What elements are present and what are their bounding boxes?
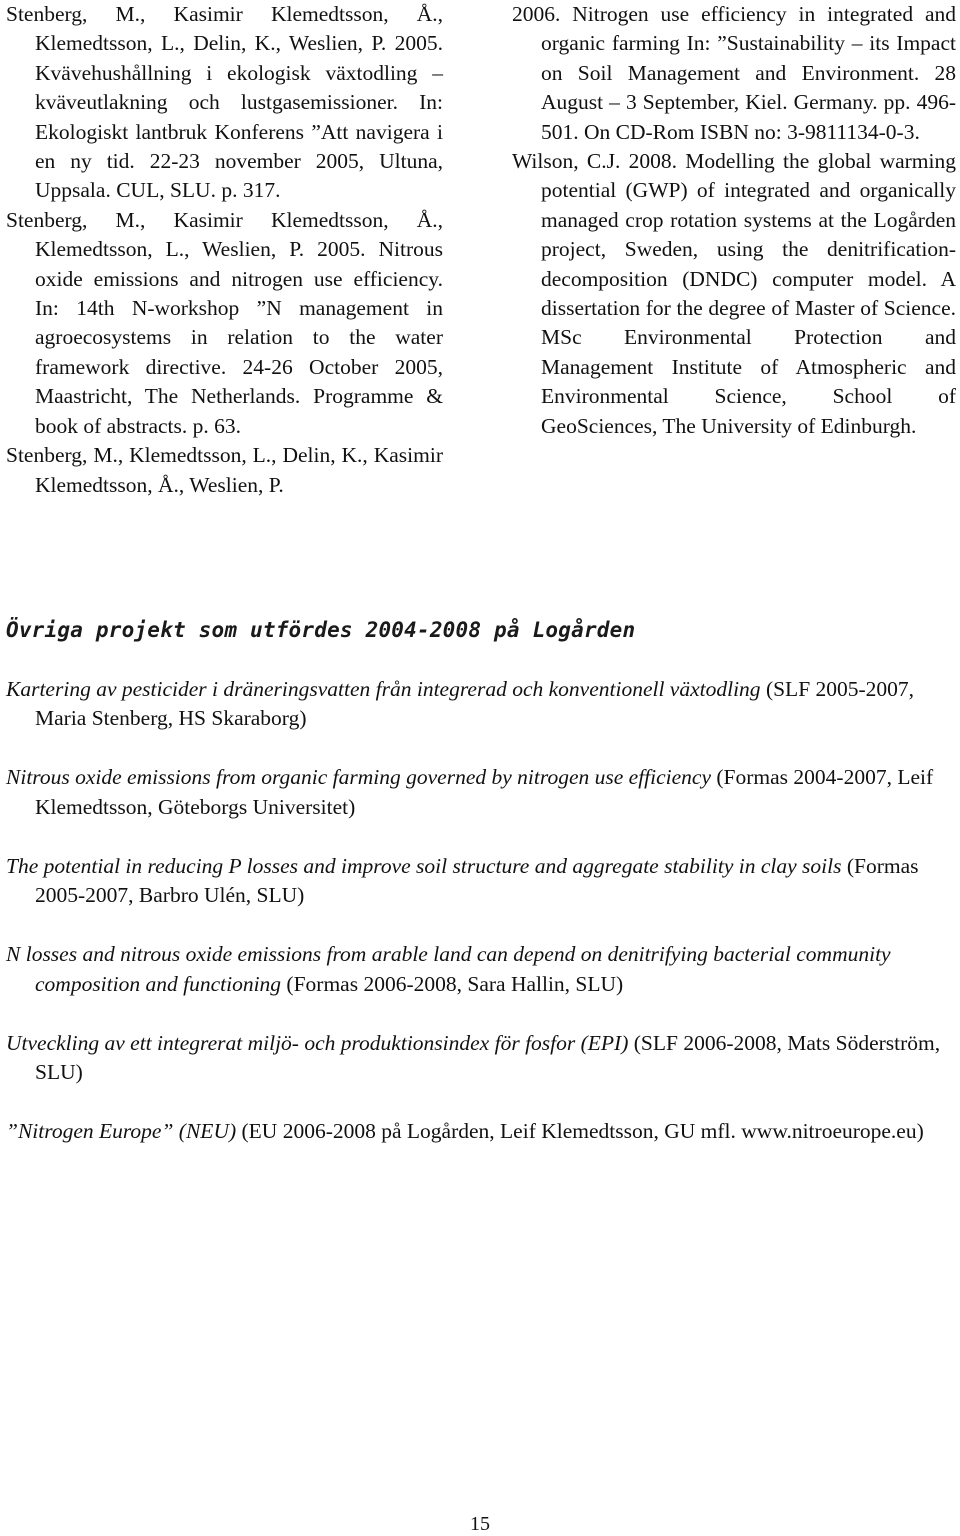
project-item — [6, 675, 954, 734]
project-details: (Formas 2006-2008, Sara Hallin, SLU) — [281, 971, 624, 996]
project-item — [6, 940, 954, 999]
reference-entry: Stenberg, M., Kasimir Klemedtsson, Å., Klemedtsson, L., Weslien, P. 2005. Nitrous oxide emissions and nitrogen use efficiency. In: 14th N-workshop ”N management in agroecosystems in relation to the water framework directive. 24-26 October 2005, Maastricht, The Netherlands. Programme & book of abstracts. p. 63. — [6, 207, 443, 438]
project-item — [6, 852, 954, 911]
project-details: (Formas 2005-2007, Barbro Ulén, SLU) — [35, 853, 919, 908]
reference-entry: Wilson, C.J. 2008. Modelling the global warming potential (GWP) of integrated and organically managed crop rotation systems at the Logården project, Sweden, using the denitrification-decomposition (DNDC) computer model. A dissertation for the degree of Master of Science. MSc Environmental Protection and Management Institute of Atmospheric and Environmental Science, School of GeoSciences, The University of Edinburgh. — [512, 149, 956, 438]
project-title: Kartering av pesticider i dräneringsvatten från integrerad och konventionell växtodling — [6, 677, 761, 701]
project-title: ”Nitrogen Europe” (NEU) — [6, 1119, 237, 1144]
project-details: (SLF 2005-2007, Maria Stenberg, HS Skaraborg) — [35, 677, 915, 731]
right-column — [512, 0, 956, 500]
project-title: Nitrous oxide emissions from organic farming governed by nitrogen use efficiency — [6, 765, 712, 790]
project-title: Utveckling av ett integrerat miljö- och produktionsindex för fosfor (EPI) — [6, 1030, 629, 1055]
project-details: (Formas 2004-2007, Leif Klemedtsson, Göteborgs Universitet) — [35, 765, 934, 819]
project-item — [6, 1029, 954, 1088]
project-list — [6, 675, 954, 1176]
page-number: 15 — [470, 1513, 490, 1535]
project-title: The potential in reducing P losses and improve soil structure and aggregate stability in clay soils — [6, 853, 842, 878]
reference-entry-continued: 2006. Nitrogen use efficiency in integrated and organic farming In: ”Sustainability – its Impact on Soil Management and Environment. 28 August – 3 September, Kiel. Germany. pp. 496-501. On CD-Rom ISBN no: 3-9811134-0-3. — [512, 2, 956, 144]
reference-columns — [6, 0, 956, 500]
project-details: (EU 2006-2008 på Logården, Leif Klemedtsson, GU mfl. www.nitroeurope.eu) — [236, 1119, 924, 1144]
project-item — [6, 1117, 954, 1146]
project-title: N losses and nitrous oxide emissions from arable land can depend on denitrifying bacterial community composition and functioning — [6, 942, 891, 996]
project-item — [6, 763, 954, 822]
reference-entry: Stenberg, M., Kasimir Klemedtsson, Å., Klemedtsson, L., Delin, K., Weslien, P. 2005. Kvävehushållning i ekologisk växtodling – kväveutlakning och lustgasemissioner. In: Ekologiskt lantbruk Konferens ”Att navigera i en ny tid. 22-23 november 2005, Ultuna, Uppsala. CUL, SLU. p. 317. — [6, 2, 443, 203]
reference-entry: Stenberg, M., Klemedtsson, L., Delin, K., Kasimir Klemedtsson, Å., Weslien, P. — [6, 443, 443, 497]
left-column — [6, 0, 443, 500]
project-details: (SLF 2006-2008, Mats Söderström, SLU) — [35, 1030, 941, 1085]
section-heading: Övriga projekt som utfördes 2004-2008 på Logården — [6, 618, 636, 642]
